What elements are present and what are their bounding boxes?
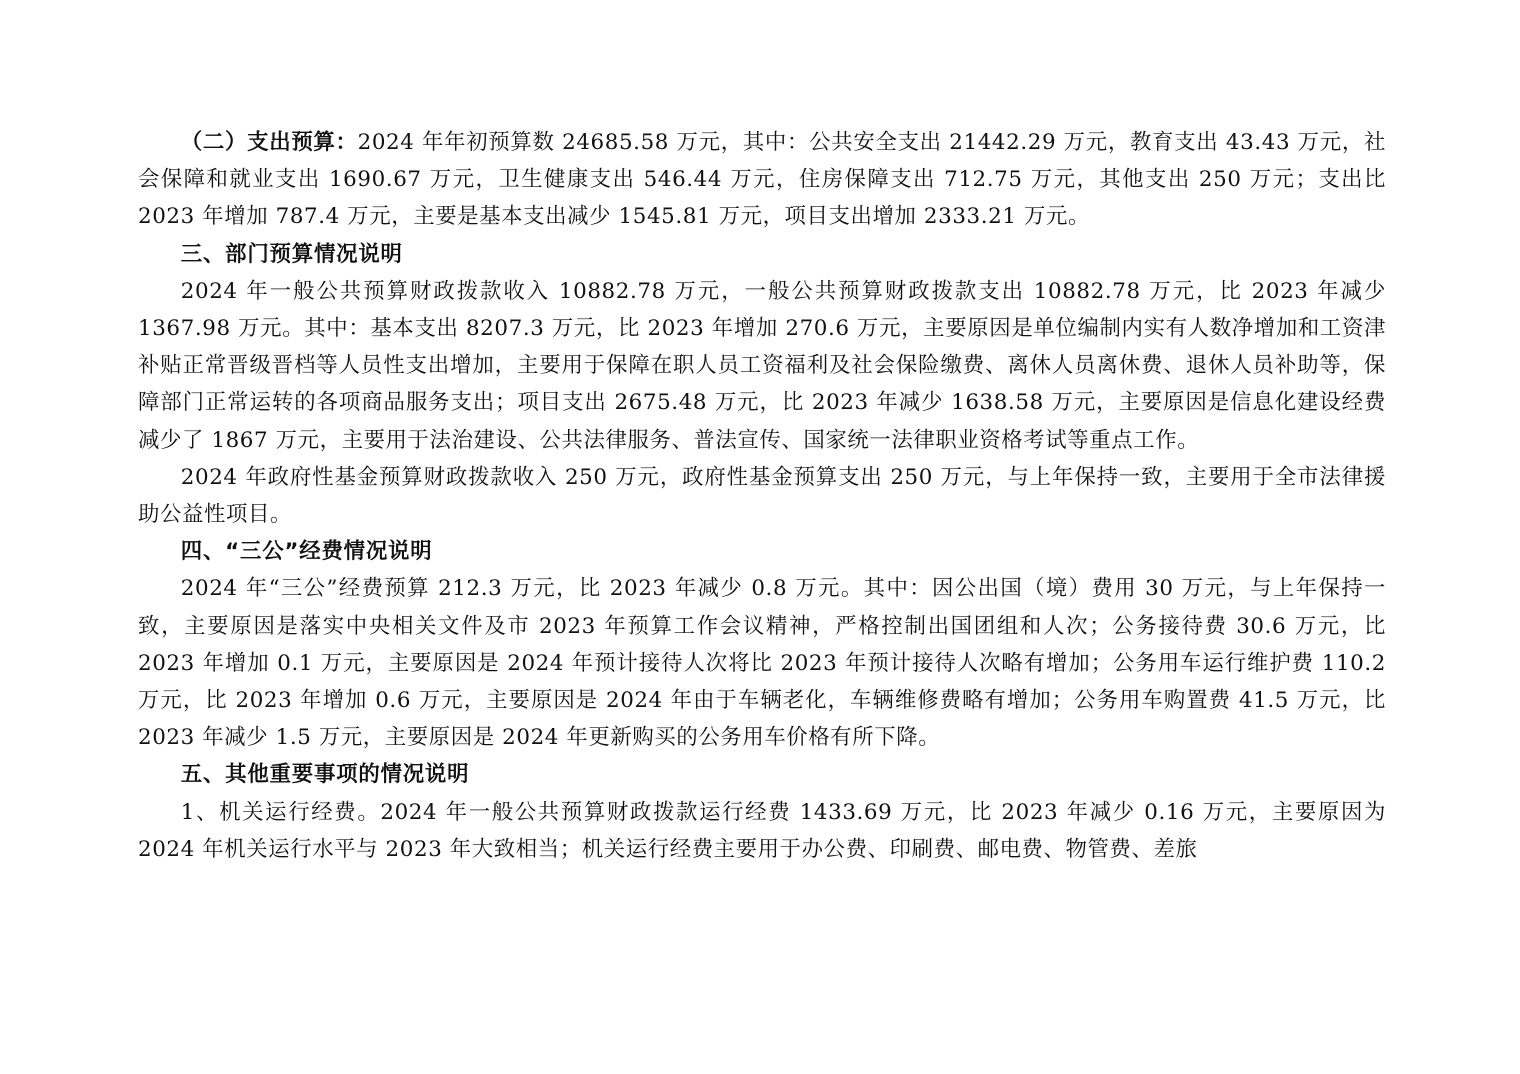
- section-heading-three-public-expenses: 四、“三公”经费情况说明: [180, 539, 433, 565]
- expenditure-budget-label: （二）支出预算：: [180, 130, 358, 155]
- section-heading-other-matters: 五、其他重要事项的情况说明: [180, 762, 470, 788]
- fund-budget-paragraph: 2024 年政府性基金预算财政拨款收入 250 万元，政府性基金预算支出 250 万元，与上年保持一致，主要用于全市法律援助公益性项目。: [138, 464, 1386, 528]
- operating-expenses-paragraph: 1、机关运行经费。2024 年一般公共预算财政拨款运行经费 1433.69 万元，比 2023 年减少 0.16 万元，主要原因为 2024 年机关运行水平与 2023 年大致相当；机关运行经费主要用于办公费、印刷费、邮电费、物管费、差旅: [138, 799, 1386, 862]
- general-budget-paragraph: 2024 年一般公共预算财政拨款收入 10882.78 万元，一般公共预算财政拨款支出 10882.78 万元，比 2023 年减少 1367.98 万元。其中：基本支出 8207.3 万元，比 2023 年增加 270.6 万元，主要原因是单位编制内实有人数净增加和工资津补贴正常晋级晋档等人员性支出增加，主要用于保障在职人员工资福利及社会保险缴费、离休人员离休费、退休人员补助等，保障部门正常运转的各项商品服务支出；项目支出 2675.48 万元，比 2023 年减少 1638.58 万元，主要原因是信息化建设经费减少了 1867 万元，主要用于法治建设、公共法律服务、普法宣传、国家统一法律职业资格考试等重点工作。: [138, 278, 1386, 453]
- expenditure-budget-paragraph: [138, 124, 1386, 236]
- section-heading-department-budget: 三、部门预算情况说明: [180, 241, 403, 267]
- expenditure-budget-text: 2024 年年初预算数 24685.58 万元，其中：公共安全支出 21442.29 万元，教育支出 43.43 万元，社会保障和就业支出 1690.67 万元，卫生健康支出 546.44 万元，住房保障支出 712.75 万元，其他支出 250 万元；支出比 2023 年增加 787.4 万元，主要是基本支出减少 1545.81 万元，项目支出增加 2333.21 万元。: [138, 130, 1386, 230]
- document-page: [138, 124, 1386, 868]
- three-public-expenses-paragraph: 2024 年“三公”经费预算 212.3 万元，比 2023 年减少 0.8 万元。其中：因公出国（境）费用 30 万元，与上年保持一致，主要原因是落实中央相关文件及市 2023 年预算工作会议精神，严格控制出国团组和人次；公务接待费 30.6 万元，比 2023 年增加 0.1 万元，主要原因是 2024 年预计接待人次将比 2023 年预计接待人次略有增加；公务用车运行维护费 110.2 万元，比 2023 年增加 0.6 万元，主要原因是 2024 年由于车辆老化，车辆维修费略有增加；公务用车购置费 41.5 万元，比 2023 年减少 1.5 万元，主要原因是 2024 年更新购买的公务用车价格有所下降。: [138, 576, 1386, 751]
